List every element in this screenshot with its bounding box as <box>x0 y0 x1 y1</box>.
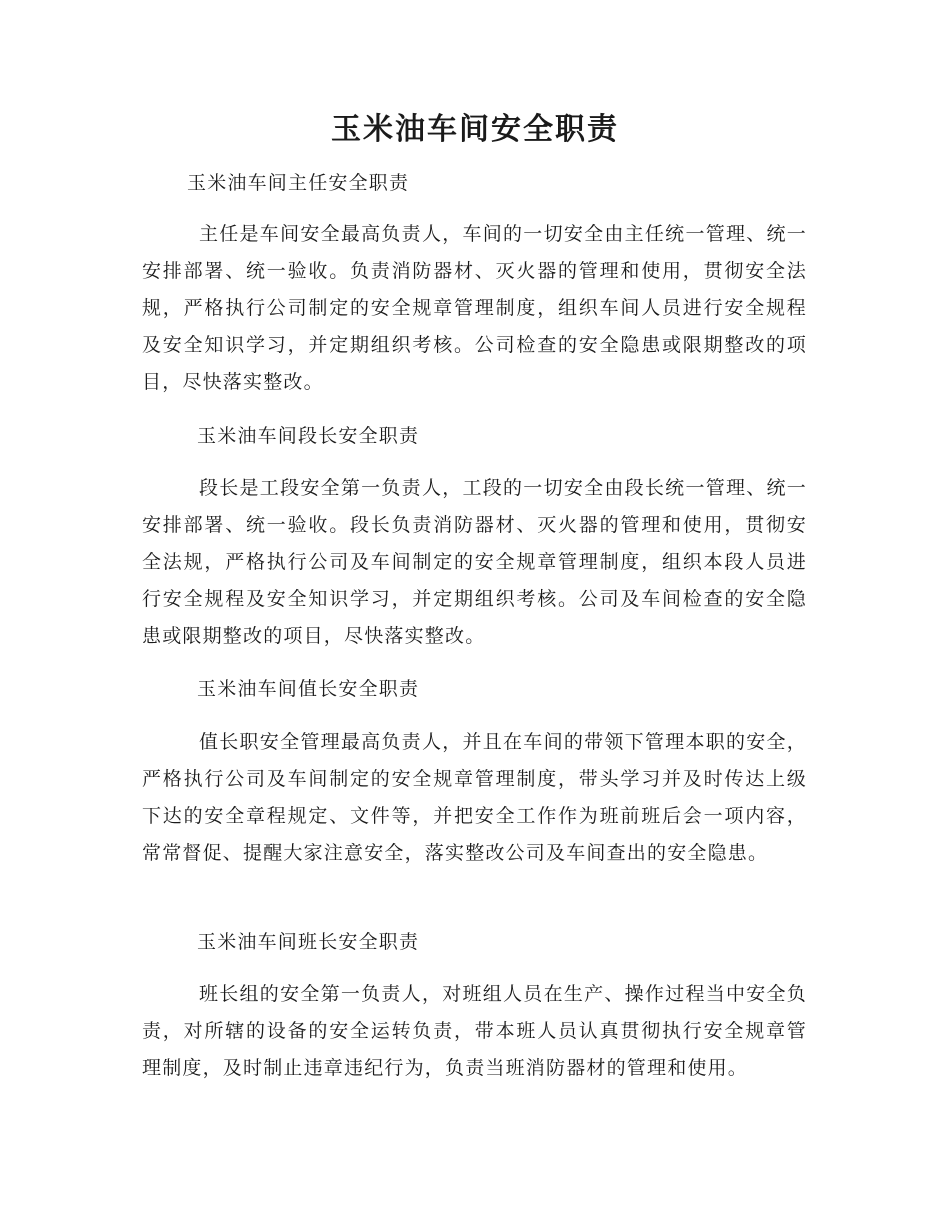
section-heading-director: 玉米油车间主任安全职责 <box>187 172 410 194</box>
section-heading-shift-chief: 玉米油车间值长安全职责 <box>197 678 420 700</box>
section-body-team-leader: 班长组的安全第一负责人，对班组人员在生产、操作过程当中安全负责，对所辖的设备的安全运转负责，带本班人员认真贯彻执行安全规章管理制度，及时制止违章违纪行为，负责当班消防器材的管理和使用。 <box>142 983 807 1079</box>
section-heading-team-leader: 玉米油车间班长安全职责 <box>197 931 420 953</box>
section-body-shift-chief: 值长职安全管理最高负责人，并且在车间的带领下管理本职的安全，严格执行公司及车间制定的安全规章管理制度，带头学习并及时传达上级下达的安全章程规定、文件等，并把安全工作作为班前班后会一项内容，常常督促、提醒大家注意安全，落实整改公司及车间查出的安全隐患。 <box>142 731 807 864</box>
document-title: 玉米油车间安全职责 <box>331 112 619 147</box>
section-body-director: 主任是车间安全最高负责人，车间的一切安全由主任统一管理、统一安排部署、统一验收。负责消防器材、灭火器的管理和使用，贯彻安全法规，严格执行公司制定的安全规章管理制度，组织车间人员进行安全规程及安全知识学习，并定期组织考核。公司检查的安全隐患或限期整改的项目，尽快落实整改。 <box>142 223 807 393</box>
section-heading-section-chief: 玉米油车间段长安全职责 <box>197 425 420 447</box>
section-body-section-chief: 段长是工段安全第一负责人，工段的一切安全由段长统一管理、统一安排部署、统一验收。段长负责消防器材、灭火器的管理和使用，贯彻安全法规，严格执行公司及车间制定的安全规章管理制度，组织本段人员进行安全规程及安全知识学习，并定期组织考核。公司及车间检查的安全隐患或限期整改的项目，尽快落实整改。 <box>142 477 807 647</box>
